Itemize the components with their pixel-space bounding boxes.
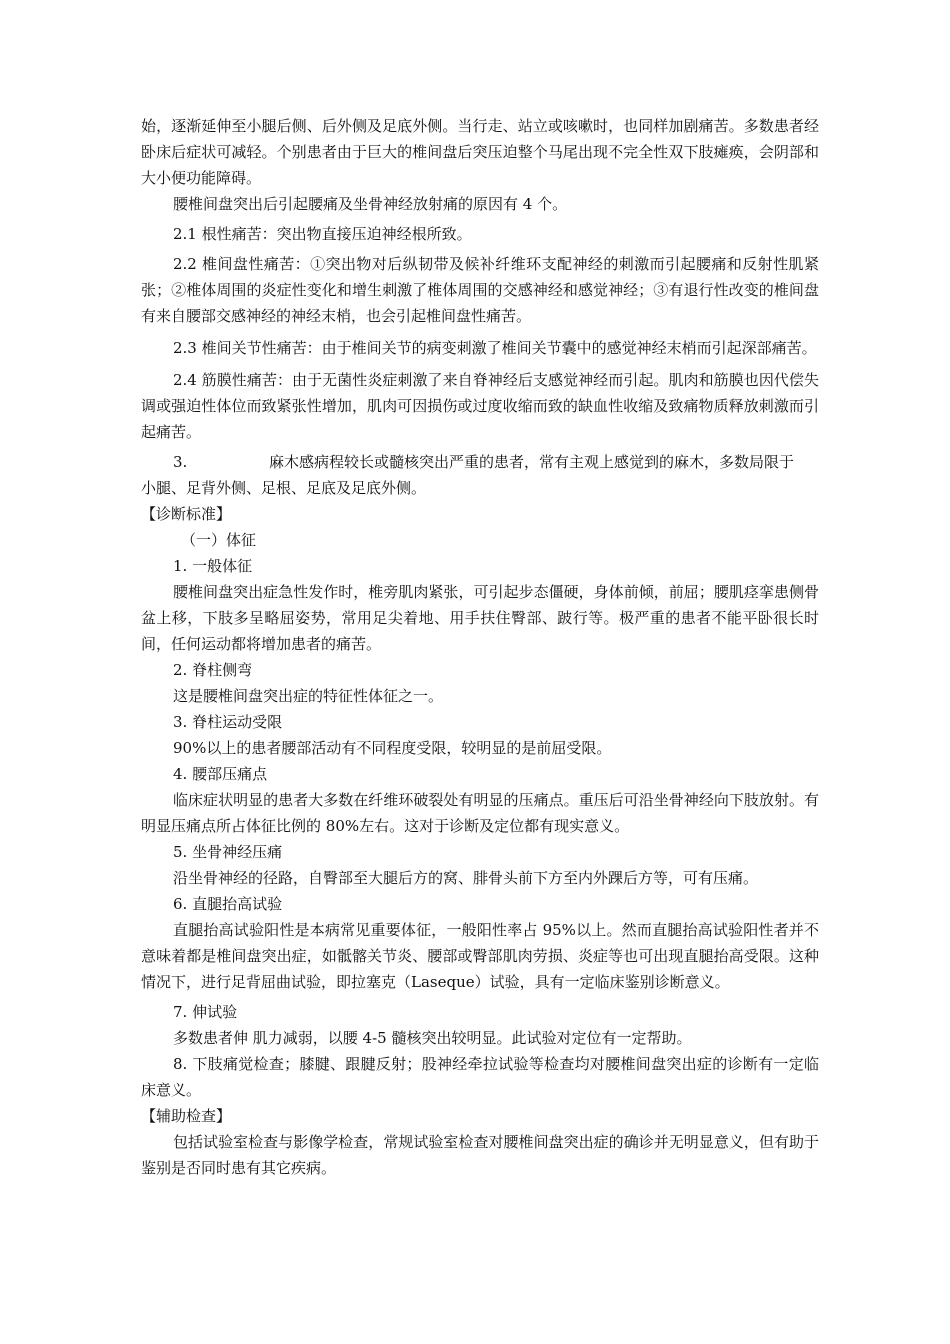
item-sciatic-tenderness-text: 沿坐骨神经的径路，自臀部至大腿后方的窝、腓骨头前下方至内外踝后方等，可有压痛。 — [173, 869, 759, 887]
paragraph-discogenic-pain: 2.2 椎间盘性痛苦：①突出物对后纵韧带及候补纤维环支配神经的刺激而引起腰痛和反射性肌紧张；②椎体周围的炎症性变化和增生刺激了椎体周围的交感神经和感觉神经；③有退行性改变的椎间盘有来自腰部交感神经的神经末梢，也会引起椎间盘性痛苦。 — [141, 255, 819, 325]
subheading-physical-signs: （一）体征 — [181, 531, 257, 549]
item-extension-test-text: 多数患者伸 肌力减弱，以腰 4-5 髓核突出较明显。此试验对定位有一定帮助。 — [173, 1029, 692, 1047]
item-spinal-motion-text: 90%以上的患者腰部活动有不同程度受限，较明显的是前屈受限。 — [173, 739, 612, 757]
paragraph-numbness — [141, 449, 819, 475]
numbness-number: 3. — [173, 453, 188, 471]
item-general-signs-title: 1. 一般体征 — [173, 557, 253, 575]
heading-auxiliary-exam: 【辅助检查】 — [141, 1107, 232, 1125]
item-general-signs-text: 腰椎间盘突出症急性发作时，椎旁肌肉紧张，可引起步态僵硬，身体前倾，前屈；腰肌痉挛患侧骨盆上移，下肢多呈略屈姿势，常用足尖着地、用手扶住臀部、跛行等。极严重的患者不能平卧很长时间，任何运动都将增加患者的痛苦。 — [141, 583, 819, 653]
paragraph-auxiliary-exam: 包括试验室检查与影像学检查，常规试验室检查对腰椎间盘突出症的确诊并无明显意义，但有助于鉴别是否同时患有其它疾病。 — [141, 1133, 819, 1177]
paragraph-symptoms-continued: 始，逐渐延伸至小腿后侧、后外侧及足底外侧。当行走、站立或咳嗽时，也同样加剧痛苦。多数患者经卧床后症状可减轻。个别患者由于巨大的椎间盘后突压迫整个马尾出现不完全性双下肢瘫痪，会阴部和大小便功能障碍。 — [141, 117, 819, 187]
heading-diagnosis-criteria: 【诊断标准】 — [141, 505, 232, 523]
item-extension-test-title: 7. 伸试验 — [173, 1003, 238, 1021]
paragraph-fascial-pain: 2.4 筋膜性痛苦：由于无菌性炎症刺激了来自脊神经后支感觉神经而引起。肌肉和筋膜也因代偿失调或强迫性体位而致紧张性增加，肌肉可因损伤或过度收缩而致的缺血性收缩及致痛物质释放刺激而引起痛苦。 — [141, 371, 819, 441]
item-scoliosis-title: 2. 脊柱侧弯 — [173, 661, 253, 679]
item-scoliosis-text: 这是腰椎间盘突出症的特征性体征之一。 — [173, 687, 444, 705]
item-tender-point-text: 临床症状明显的患者大多数在纤维环破裂处有明显的压痛点。重压后可沿坐骨神经向下肢放射。有明显压痛点所占体征比例的 80%左右。这对于诊断及定位都有现实意义。 — [141, 791, 819, 835]
item-straight-leg-raise-title: 6. 直腿抬高试验 — [173, 895, 283, 913]
paragraph-causes-intro: 腰椎间盘突出后引起腰痛及坐骨神经放射痛的原因有 4 个。 — [173, 195, 568, 213]
item-spinal-motion-title: 3. 脊柱运动受限 — [173, 713, 283, 731]
item-lower-limb-exam: 8. 下肢痛觉检查；膝腱、跟腱反射；股神经牵拉试验等检查均对腰椎间盘突出症的诊断有一定临床意义。 — [141, 1055, 819, 1099]
item-straight-leg-raise-text: 直腿抬高试验阳性是本病常见重要体征，一般阳性率占 95%以上。然而直腿抬高试验阳性者并不意味着都是椎间盘突出症，如骶髂关节炎、腰部或臀部肌肉劳损、炎症等也可出现直腿抬高受限。这种情况下，进行足背屈曲试验，即拉塞克（Laseque）试验，具有一定临床鉴别诊断意义。 — [141, 921, 819, 991]
document-page — [141, 113, 819, 1181]
paragraph-numbness-areas: 小腿、足背外侧、足根、足底及足底外侧。 — [141, 479, 427, 497]
item-sciatic-tenderness-title: 5. 坐骨神经压痛 — [173, 843, 283, 861]
paragraph-facet-joint-pain: 2.3 椎间关节性痛苦：由于椎间关节的病变刺激了椎间关节囊中的感觉神经末梢而引起深部痛苦。 — [173, 339, 817, 357]
item-tender-point-title: 4. 腰部压痛点 — [173, 765, 268, 783]
paragraph-radicular-pain: 2.1 根性痛苦：突出物直接压迫神经根所致。 — [173, 225, 472, 243]
numbness-text: 麻木感病程较长或髓核突出严重的患者，常有主观上感觉到的麻木，多数局限于 — [269, 453, 795, 471]
